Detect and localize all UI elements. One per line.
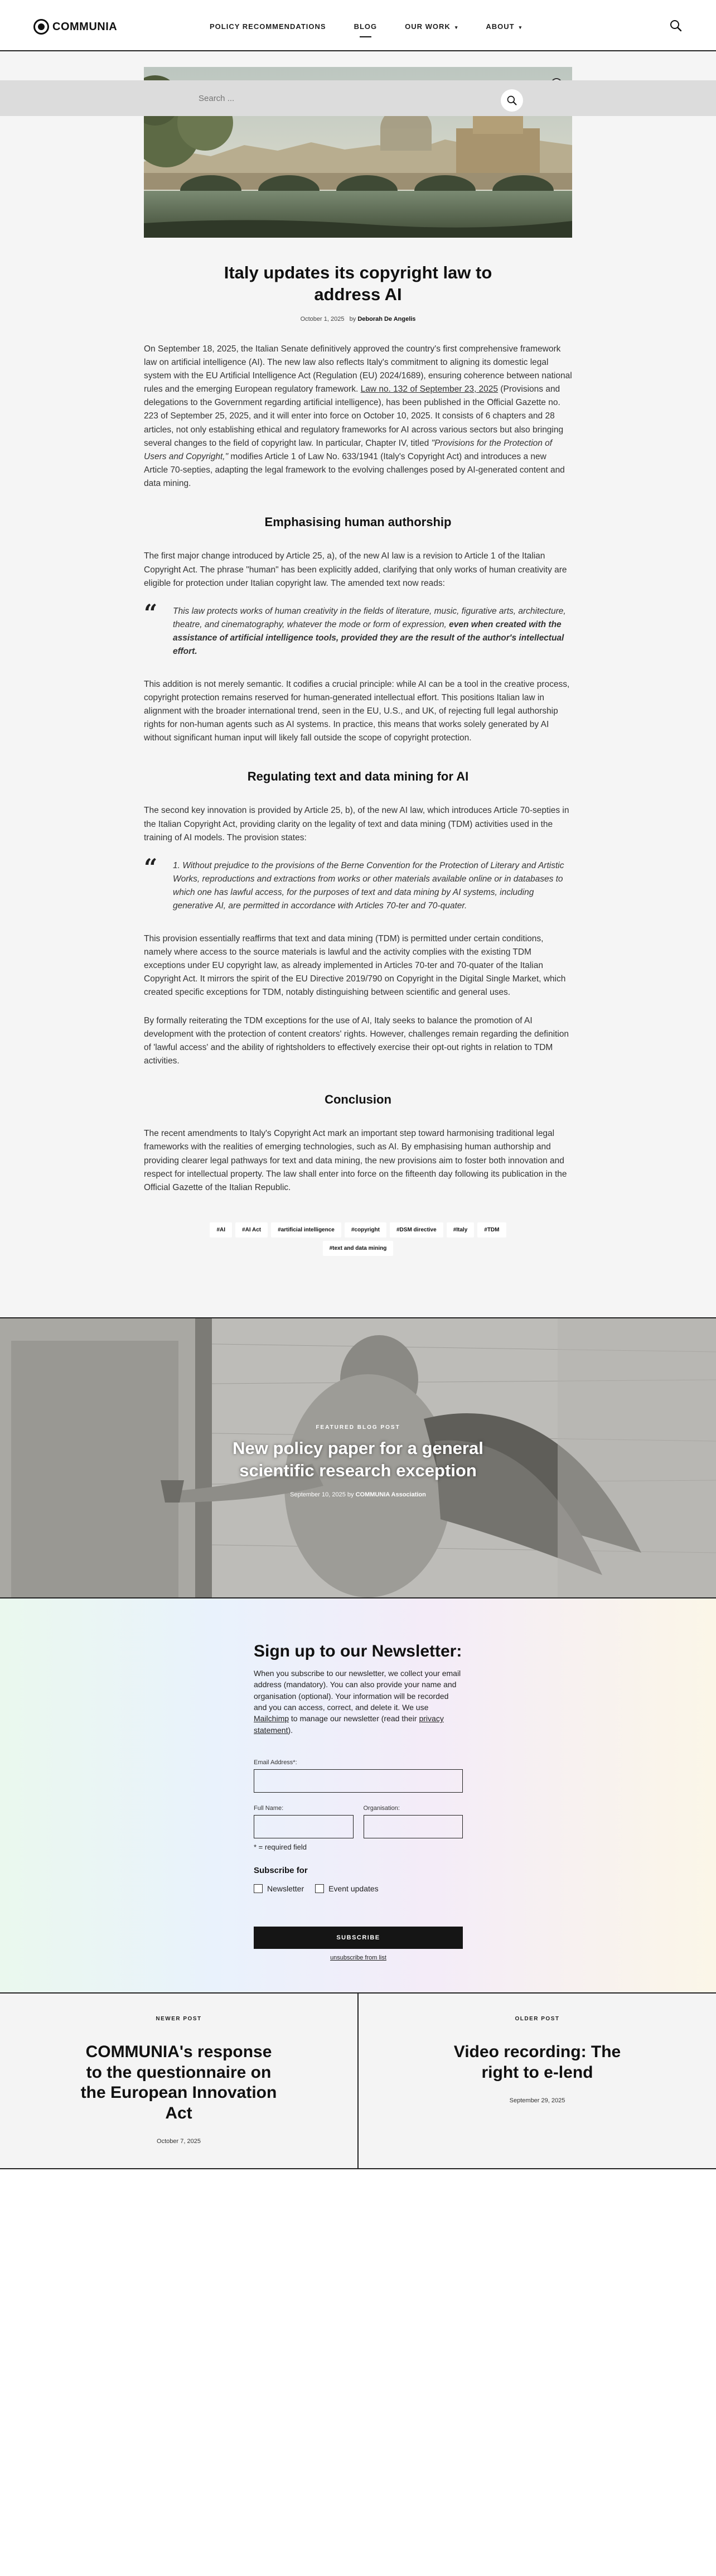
paragraph bbox=[144, 343, 572, 491]
text: When you subscribe to our newsletter, we collect your email address (mandatory). You can also provide your name and organisation (optional). Your information will be recorded and you can access, correct, and delete it. We use bbox=[254, 1669, 461, 1712]
byline-by: by bbox=[349, 315, 356, 322]
site-header bbox=[0, 0, 716, 51]
quote-icon: “ bbox=[144, 599, 158, 627]
section-heading: Regulating text and data mining for AI bbox=[247, 769, 469, 784]
newer-post-title[interactable]: COMMUNIA's response to the questionnaire on the European Innovation Act bbox=[80, 2043, 277, 2122]
law-link[interactable]: Law no. 132 of September 23, 2025 bbox=[360, 384, 499, 394]
quote-text: This law protects works of human creativity in the fields of literature, music, figurative arts, architecture, theatre, and cinematography, whatever the mode or form of expression, bbox=[173, 606, 566, 630]
text: to manage our newsletter (read their bbox=[289, 1714, 419, 1723]
unsubscribe-link[interactable]: unsubscribe from list bbox=[330, 1954, 386, 1961]
nav-blog[interactable] bbox=[354, 22, 378, 31]
nav-label: ABOUT bbox=[486, 22, 515, 31]
communia-logo-icon bbox=[33, 19, 49, 35]
nav-label: POLICY RECOMMENDATIONS bbox=[210, 22, 326, 31]
event-updates-checkbox[interactable] bbox=[315, 1884, 379, 1893]
subscribe-for-heading: Subscribe for bbox=[254, 1865, 308, 1875]
italic-text: "Provisions for the Protection of Users and Copyright," bbox=[144, 438, 553, 461]
privacy-statement-link[interactable]: privacy statement bbox=[254, 1714, 444, 1735]
search-input[interactable] bbox=[199, 86, 511, 110]
article-section bbox=[0, 51, 716, 1317]
featured-title[interactable]: New policy paper for a general scientific research exception bbox=[233, 1438, 483, 1481]
paragraph: The recent amendments to Italy's Copyright Act mark an important step toward harmonising traditional legal frameworks with the realities of emerging technologies, such as AI. By emphasising human authorship and providing clearer legal pathways for text and data mining, the new provisions aim to foster both innovation and respect for intellectual property. The law shall enter into force on the fifteenth day following its publication in the Official Gazette of the Italian Republic. bbox=[144, 1129, 567, 1192]
quote-bold-text: even when created with the assistance of artificial intelligence tools, provided they are the result of the author's intellectual effort. bbox=[173, 620, 564, 657]
nav-label: BLOG bbox=[354, 22, 378, 31]
older-post-date: September 29, 2025 bbox=[509, 2097, 565, 2105]
required-note: * = required field bbox=[254, 1842, 307, 1851]
text: On September 18, 2025, the Italian Senate definitively approved the country's first comprehensive framework law on artificial intelligence (AI). The new law also reflects Italy's commitment to aligning its domestic legal system with the EU Artificial Intelligence Act (Regulation (EU) 2024/1689), ensuring coherence between national rules and the emerging European regulatory framework. bbox=[144, 344, 572, 394]
organisation-field[interactable] bbox=[364, 1815, 463, 1838]
tag[interactable]: #TDM bbox=[477, 1222, 506, 1238]
quote-text: 1. Without prejudice to the provisions of the Berne Convention for the Protection of Literary and Artistic Works, reproductions and extractions from works or other materials available online or in databases to which one has lawful access, for the purposes of text and data mining by AI systems, including generative AI, are permitted in accordance with Articles 70-ter and 70-quater. bbox=[173, 860, 564, 911]
article-body bbox=[144, 262, 572, 1256]
post-date: October 1, 2025 bbox=[300, 315, 345, 322]
full-name-field[interactable] bbox=[254, 1815, 354, 1838]
newer-post-label: NEWER POST bbox=[156, 2016, 202, 2023]
quote-icon: “ bbox=[144, 853, 158, 881]
paragraph: The second key innovation is provided by Article 25, b), of the new AI law, which introduces Article 70-septies in the Italian Copyright Act, providing clarity on the legality of text and data mining (TDM) activities used in the training of AI models. The provision states: bbox=[144, 806, 569, 842]
checkbox-label: Newsletter bbox=[267, 1884, 304, 1893]
author-link[interactable]: Deborah De Angelis bbox=[357, 315, 416, 322]
text: ). bbox=[288, 1725, 293, 1735]
section-heading: Emphasising human authorship bbox=[264, 515, 452, 529]
tag[interactable]: #DSM directive bbox=[390, 1222, 443, 1238]
name-org-row bbox=[254, 1805, 463, 1838]
paragraph: The first major change introduced by Article 25, a), of the new AI law is a revision to Article 1 of the Italian Copyright Act. The phrase "human" has been explicitly added, clarifying that only works of human creativity are eligible for protection under Italian copyright law. The amended text now reads: bbox=[144, 551, 567, 588]
search-icon bbox=[506, 95, 517, 106]
text: (Provisions and delegations to the Government regarding artificial intelligence), has been published in the Official Gazette no. 223 of September 25, 2025, and it will enter into force on October 10, 2025. It consists of 6 chapters and 28 articles, not only establishing ethical and regulatory frameworks for AI across various sectors but also bringing several changes to the field of copyright law. In particular, Chapter IV, titled bbox=[144, 384, 564, 448]
newsletter-intro bbox=[254, 1668, 463, 1736]
logo[interactable] bbox=[33, 19, 117, 35]
featured-content bbox=[0, 1424, 716, 1498]
chevron-down-icon: ▾ bbox=[454, 25, 458, 30]
older-post-title[interactable]: Video recording: The right to e-lend bbox=[453, 2043, 621, 2082]
search-submit-button[interactable] bbox=[501, 89, 523, 112]
older-post[interactable] bbox=[357, 1994, 716, 2168]
tag[interactable]: #copyright bbox=[345, 1222, 386, 1238]
logo-text: COMMUNIA bbox=[52, 20, 118, 33]
paragraph: By formally reiterating the TDM exceptions for the use of AI, Italy seeks to balance the promotion of AI development with the protection of content creators' rights. However, challenges remain regarding the definition of 'lawful access' and the ability of rightsholders to effectively exercise their opt-out rights in relation to TDM activities. bbox=[144, 1015, 569, 1066]
email-label: Email Address*: bbox=[254, 1759, 297, 1766]
tag[interactable]: #text and data mining bbox=[323, 1241, 394, 1256]
newsletter-title: Sign up to our Newsletter: bbox=[254, 1642, 462, 1661]
featured-label: FEATURED BLOG POST bbox=[316, 1424, 400, 1431]
featured-author[interactable]: COMMUNIA Association bbox=[355, 1491, 426, 1498]
tag[interactable]: #AI Act bbox=[235, 1222, 268, 1238]
newer-post-date: October 7, 2025 bbox=[157, 2138, 201, 2145]
section-heading: Conclusion bbox=[325, 1092, 391, 1107]
byline bbox=[144, 316, 572, 322]
org-label: Organisation: bbox=[363, 1804, 400, 1812]
newsletter-section bbox=[0, 1598, 716, 1994]
footer-space bbox=[0, 2169, 716, 2314]
featured-date: September 10, 2025 bbox=[290, 1491, 346, 1498]
main-nav bbox=[210, 22, 550, 31]
featured-post[interactable] bbox=[0, 1317, 716, 1598]
subscribe-button[interactable]: SUBSCRIBE bbox=[254, 1927, 463, 1949]
email-field[interactable] bbox=[254, 1769, 463, 1793]
mailchimp-link[interactable]: Mailchimp bbox=[254, 1714, 289, 1723]
featured-by: by bbox=[347, 1491, 354, 1498]
page-title: Italy updates its copyright law to address AI bbox=[224, 263, 492, 304]
post-navigation bbox=[0, 1994, 716, 2169]
checkbox-label: Event updates bbox=[328, 1884, 379, 1893]
newsletter-checkbox[interactable] bbox=[254, 1884, 304, 1893]
blockquote bbox=[144, 599, 572, 659]
chevron-down-icon: ▾ bbox=[519, 25, 523, 30]
name-label: Full Name: bbox=[254, 1804, 284, 1812]
nav-our-work[interactable] bbox=[405, 22, 458, 31]
nav-label: OUR WORK bbox=[405, 22, 451, 31]
newer-post[interactable] bbox=[0, 1994, 357, 2168]
subscription-options bbox=[254, 1884, 463, 1893]
nav-about[interactable] bbox=[486, 22, 522, 31]
older-post-label: OLDER POST bbox=[515, 2016, 560, 2023]
blockquote bbox=[144, 853, 572, 913]
search-icon[interactable] bbox=[669, 19, 683, 32]
newsletter-form bbox=[254, 1642, 463, 1961]
tag-list bbox=[185, 1222, 531, 1256]
tag[interactable]: #AI bbox=[210, 1222, 232, 1238]
checkbox-icon bbox=[315, 1884, 324, 1893]
tag[interactable]: #artificial intelligence bbox=[271, 1222, 341, 1238]
paragraph: This provision essentially reaffirms that text and data mining (TDM) is permitted under certain conditions, namely where access to the source materials is lawful and the activity complies with the existing TDM exceptions under EU copyright law, as already implemented in Articles 70-ter and 70-quater of the Italian Copyright Act. It mirrors the spirit of the EU Directive 2019/790 on Copyright in the Digital Single Market, which created specific exceptions for TDM, notably distinguishing between scientific and general uses. bbox=[144, 933, 566, 998]
paragraph: This addition is not merely semantic. It codifies a crucial principle: while AI can be a tool in the creative process, copyright protection remains reserved for human-generated intellectual effort. This positions Italian law in alignment with the broader international trend, seen in the EU, U.S., and UK, of rejecting full legal authorship rights for non-human agents such as AI systems. In practice, this means that works solely generated by AI without significant human input will likely fall outside the scope of copyright protection. bbox=[144, 679, 570, 743]
text: modifies Article 1 of Law No. 633/1941 (Italy's Copyright Act) and introduces a new Article 70-septies, adapting the legal framework to the evolving challenges posed by AI-generated content and data mining. bbox=[144, 451, 565, 489]
featured-meta bbox=[0, 1491, 716, 1498]
checkbox-icon bbox=[254, 1884, 263, 1893]
tag[interactable]: #Italy bbox=[447, 1222, 475, 1238]
nav-policy-recommendations[interactable] bbox=[210, 22, 326, 31]
